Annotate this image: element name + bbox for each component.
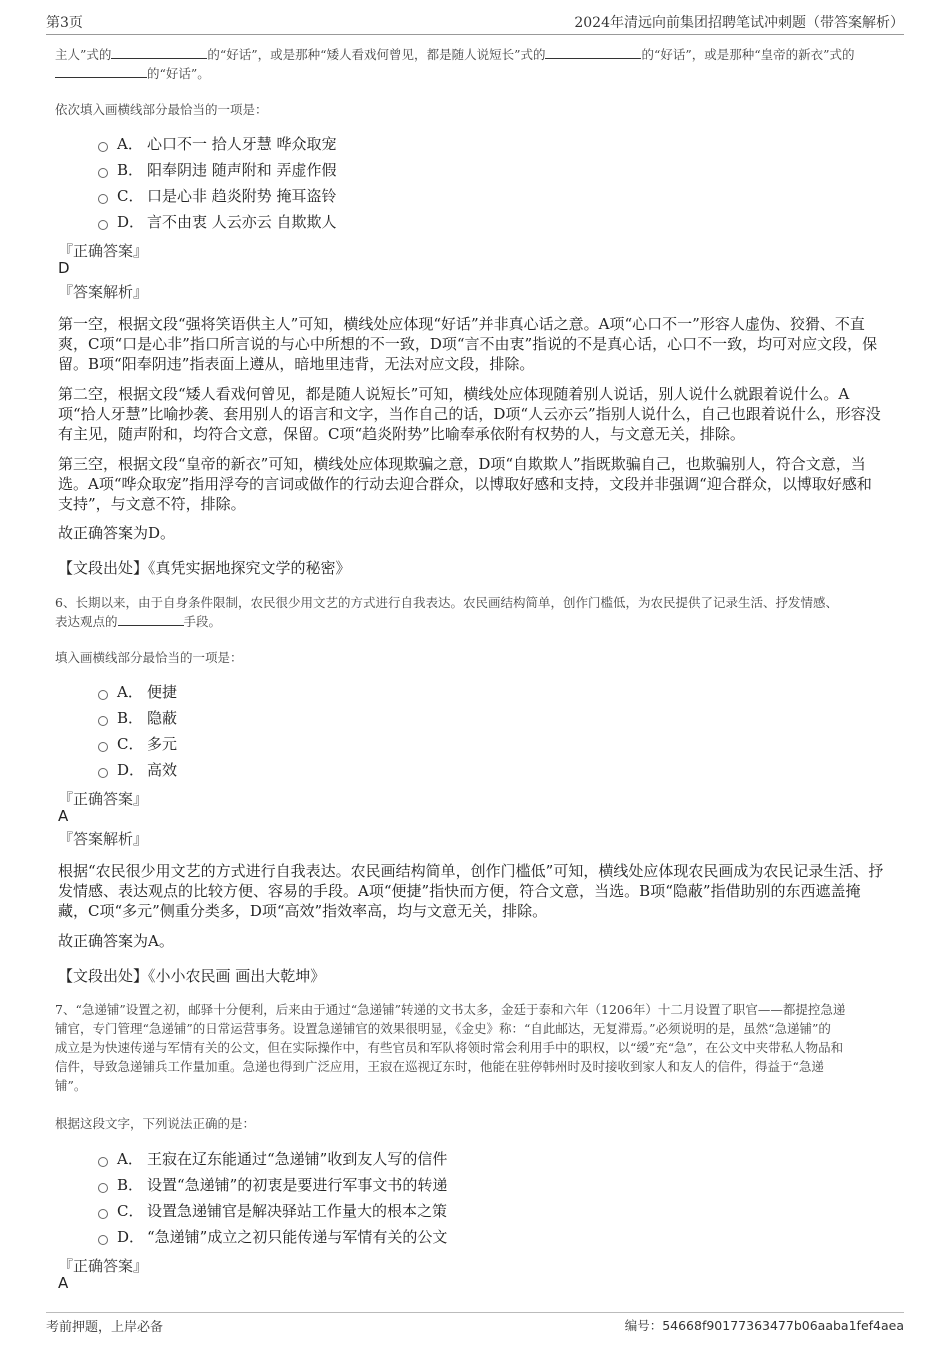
q6-analysis-para-1: 根据“农民很少用文艺的方式进行自我表达。农民画结构简单，创作门槛低”可知，横线处应体现农民画成为农民记录生活、抒发情感、表达观点的比较方便、容易的手段。A项“便捷”指快而方便，符合文意，当选。B项“隐蔽”指借助别的东西遮盖掩藏，C项“多元”侧重分类多，D项“高效”指效率高，均与文意无关，排除。 [58, 862, 884, 920]
fill-blank [118, 613, 184, 626]
page-header [46, 12, 904, 35]
q5-option-c[interactable]: C． 口是心非 趋炎附势 掩耳盗铃 [98, 184, 337, 208]
fill-blank [111, 46, 207, 59]
radio-icon[interactable] [98, 194, 108, 204]
q7-answer-label: 『正确答案』 [58, 1257, 149, 1275]
q6-source: 【文段出处】《小小农民画 画出大乾坤》 [58, 967, 326, 985]
q6-stem-line1: 6、长期以来，由于自身条件限制，农民很少用文艺的方式进行自我表达。农民画结构简单，创作门槛低，为农民提供了记录生活、抒发情感、 [55, 595, 838, 610]
q5-source: 【文段出处】《真凭实据地探究文学的秘密》 [58, 559, 351, 577]
q5-analysis-para-2: 第二空，根据文段“矮人看戏何曾见，都是随人说短长”可知，横线处应体现随着别人说话，别人说什么就跟着说什么。A项“拾人牙慧”比喻抄袭、套用别人的语言和文字，当作自己的话，D项“人云亦云”指别人说什么，自己也跟着说什么，形容没有主见，随声附和，均符合文意，保留。C项“趋炎附势”比喻奉承依附有权势的人，与文意无关，排除。 [58, 385, 881, 443]
document-title: 2024年清远向前集团招聘笔试冲刺题（带答案解析） [574, 15, 904, 31]
q6-answer: A [58, 807, 69, 825]
radio-icon[interactable] [98, 1183, 108, 1193]
q6-prompt: 填入画横线部分最恰当的一项是： [55, 650, 243, 665]
q7-option-b[interactable]: B． 设置“急递铺”的初衷是要进行军事文书的转递 [98, 1173, 447, 1197]
q5-option-d[interactable]: D． 言不由衷 人云亦云 自欺欺人 [98, 210, 337, 234]
q6-option-a[interactable]: A． 便捷 [98, 680, 177, 704]
q5-prompt: 依次填入画横线部分最恰当的一项是： [55, 102, 268, 117]
q5-answer-label: 『正确答案』 [58, 242, 149, 260]
q5-option-b[interactable]: B． 阳奉阴违 随声附和 弄虚作假 [98, 158, 337, 182]
radio-icon[interactable] [98, 1209, 108, 1219]
radio-icon[interactable] [98, 142, 108, 152]
q5-answer: D [58, 259, 70, 277]
q6-option-d[interactable]: D． 高效 [98, 758, 177, 782]
radio-icon[interactable] [98, 690, 108, 700]
q7-stem: 7、“急递铺”设置之初，邮驿十分便利，后来由于通过“急递铺”转递的文书太多，金廷于泰和六年（1206年）十二月设置了职官——都提控急递 铺官，专门管理“急递铺”的日常运营事务。设置急递铺官的效果很明显，《金史》称：“自此邮达，无复滞焉。”必须说明的是，虽然“急递铺”的 成立是为快速传递与军情有关的公文，但在实际操作中，有些官员和军队将领时常会利用手中的职权，以“缓”充“急”，在公文中夹带私人物品和 信件，导致急递铺兵工作量加重。急递也得到广泛应用，王寂在巡视辽东时，他能在驻停韩州时及时接收到家人和友人的信件，得益于“急递 铺”。 [55, 1002, 846, 1093]
q5-analysis-para-1: 第一空，根据文段“强将笑语供主人”可知，横线处应体现“好话”并非真心话之意。A项“心口不一”形容人虚伪、狡猾、不直爽，C项“口是心非”指口所言说的与心中所想的不一致，D项“言不由衷”指说的不是真心话，心口不一致，均可对应文段，保留。B项“阳奉阴违”指表面上遵从，暗地里违背，无法对应文段，排除。 [58, 315, 878, 373]
q5-option-a[interactable]: A． 心口不一 拾人牙慧 哗众取宠 [98, 132, 337, 156]
q5-analysis-label: 『答案解析』 [58, 283, 149, 301]
q7-option-a[interactable]: A． 王寂在辽东能通过“急递铺”收到友人写的信件 [98, 1147, 447, 1171]
document-id: 编号：54668f90177363477b06aaba1fef4aea [624, 1318, 904, 1333]
q5-analysis-para-3: 第三空，根据文段“皇帝的新衣”可知，横线处应体现欺骗之意，D项“自欺欺人”指既欺骗自己，也欺骗别人，符合文意，当选。A项“哗众取宠”指用浮夸的言词或做作的行动去迎合群众，以博取好感和支持，文段并非强调“迎合群众，以博取好感和支持”，与文意不符，排除。 [58, 455, 872, 513]
q6-option-b[interactable]: B． 隐蔽 [98, 706, 177, 730]
page-number: 第3页 [46, 15, 83, 31]
q6-answer-label: 『正确答案』 [58, 790, 149, 808]
q6-stem-line2: 表达观点的 手段。 [55, 614, 222, 629]
radio-icon[interactable] [98, 1235, 108, 1245]
radio-icon[interactable] [98, 768, 108, 778]
radio-icon[interactable] [98, 742, 108, 752]
fill-blank [55, 65, 147, 78]
q7-answer: A [58, 1274, 69, 1292]
page-footer [46, 1312, 904, 1336]
q5-stem-line1: 主人”式的 的“好话”，或是那种“矮人看戏何曾见，都是随人说短长”式的 的“好话”，或是那种“皇帝的新衣”式的 [55, 47, 855, 62]
radio-icon[interactable] [98, 716, 108, 726]
q6-analysis-label: 『答案解析』 [58, 830, 149, 848]
q5-analysis-conclusion: 故正确答案为D。 [58, 524, 176, 542]
radio-icon[interactable] [98, 220, 108, 230]
q7-option-c[interactable]: C． 设置急递铺官是解决驿站工作量大的根本之策 [98, 1199, 447, 1223]
radio-icon[interactable] [98, 1157, 108, 1167]
q7-prompt: 根据这段文字，下列说法正确的是： [55, 1116, 256, 1131]
q6-analysis-conclusion: 故正确答案为A。 [58, 932, 174, 950]
q5-stem-line2: 的“好话”。 [55, 64, 210, 83]
q7-option-d[interactable]: D． “急递铺”成立之初只能传递与军情有关的公文 [98, 1225, 447, 1249]
footer-slogan: 考前押题，上岸必备 [46, 1320, 164, 1335]
q6-option-c[interactable]: C． 多元 [98, 732, 177, 756]
radio-icon[interactable] [98, 168, 108, 178]
fill-blank [545, 46, 641, 59]
